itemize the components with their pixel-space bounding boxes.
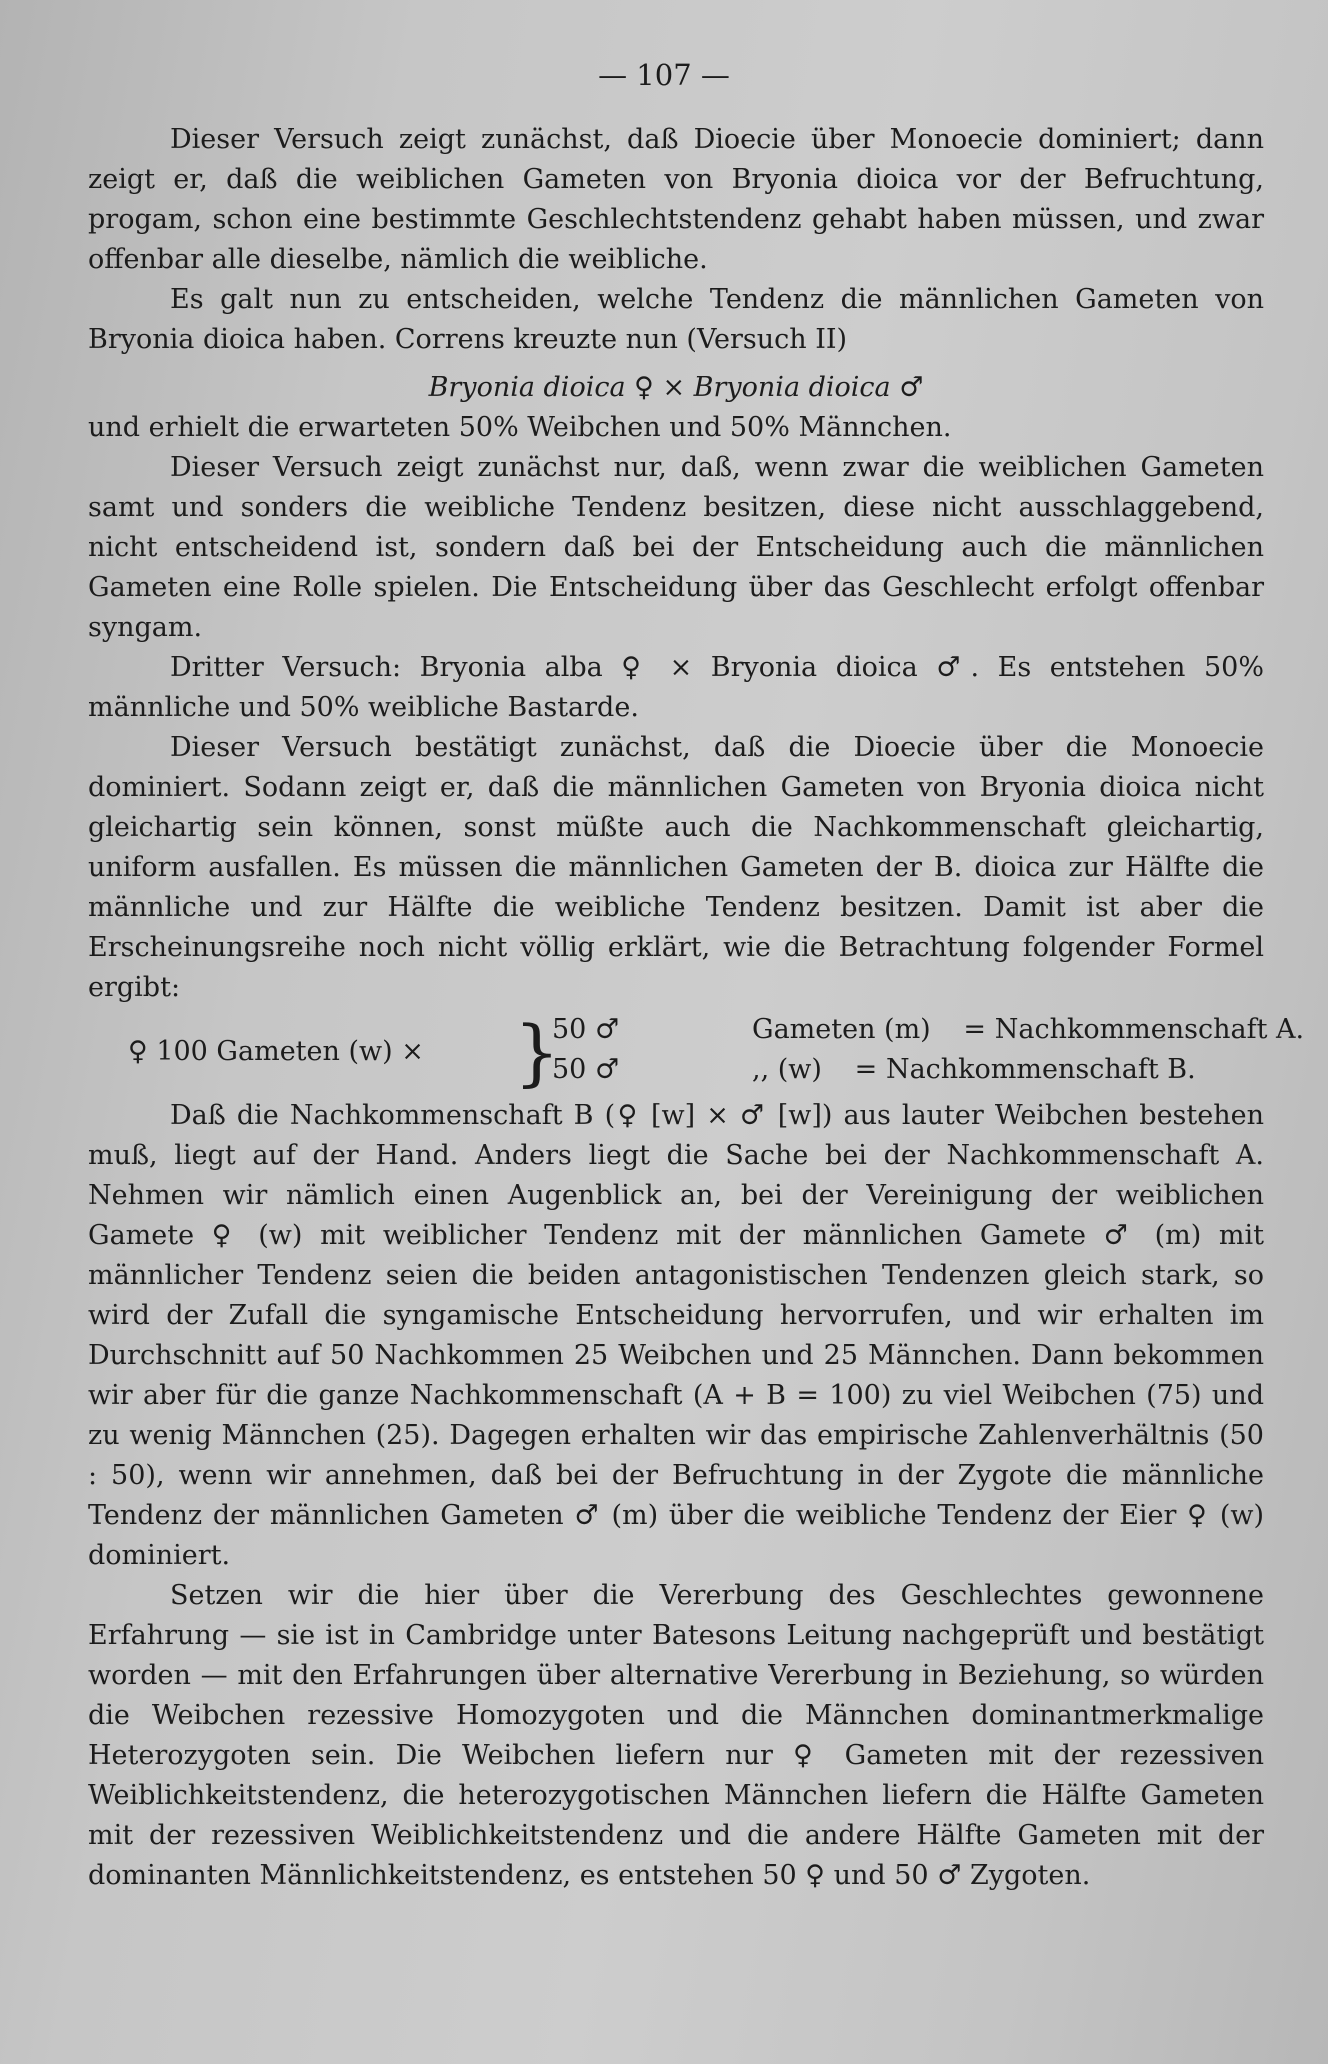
paragraph-5: Dritter Versuch: Bryonia alba ♀ × Bryonia dioica ♂. Es entstehen 50% männliche und 50% weibliche Bastarde. <box>88 652 1264 723</box>
formula-row-2-result: Nachkommenschaft B. <box>885 1054 1196 1085</box>
paragraph-1: Dieser Versuch zeigt zunächst, daß Dioecie über Monoecie dominiert; dann zeigt er, daß die weiblichen Gameten von Bryonia dioica vor der Befruchtung, progam, schon eine bestimmte Geschlechtstendenz gehabt haben müssen, und zwar offenbar alle dieselbe, nämlich die weibliche. <box>88 124 1264 275</box>
paragraph-3: und erhielt die erwarteten 50% Weibchen und 50% Männchen. <box>88 412 952 443</box>
formula-brace: } <box>514 1010 560 1094</box>
formula-left-side: ♀ 100 Gameten (w) × <box>128 1036 424 1067</box>
formula-row-1-eq: = <box>963 1014 987 1045</box>
page-number: — 107 — <box>598 58 730 92</box>
formula-row-2-label: ,, (w) <box>752 1054 822 1085</box>
formula-row-1-count: 50 ♂ <box>552 1014 620 1045</box>
gamete-formula <box>88 1010 1305 1094</box>
paragraph-2: Es galt nun zu entscheiden, welche Tendenz die männlichen Gameten von Bryonia dioica haben. Correns kreuzte nun (Versuch II) <box>88 284 1264 355</box>
formula-row-1-result: Nachkommenschaft A. <box>994 1014 1305 1045</box>
formula-row-2-eq: = <box>854 1054 878 1085</box>
paragraph-8: Setzen wir die hier über die Vererbung des Geschlechtes gewonnene Erfahrung — sie ist in Cambridge unter Batesons Leitung nachgeprüft und bestätigt worden — mit den Erfahrungen über alternative Vererbung in Beziehung, so würden die Weibchen rezessive Homozygoten und die Männchen dominantmerkmalige Heterozygoten sein. Die Weibchen liefern nur ♀ Gameten mit der rezessiven Weiblichkeitstendenz, die heterozygotischen Männchen liefern die Hälfte Gameten mit der rezessiven Weiblichkeitstendenz und die andere Hälfte Gameten mit der dominanten Männlichkeitstendenz, es entstehen 50 ♀ und 50 ♂ Zygoten. <box>88 1580 1264 1891</box>
paragraph-4: Dieser Versuch zeigt zunächst nur, daß, wenn zwar die weiblichen Gameten samt und sonders die weibliche Tendenz besitzen, diese nicht ausschlaggebend, nicht entscheidend ist, sondern daß bei der Entscheidung auch die männlichen Gameten eine Rolle spielen. Die Entscheidung über das Geschlecht erfolgt offenbar syngam. <box>88 452 1264 643</box>
formula-row-2 <box>552 1050 1196 1090</box>
cross-formula-versuch-2: Bryonia dioica ♀ × Bryonia dioica ♂ <box>428 372 924 403</box>
paragraph-6: Dieser Versuch bestätigt zunächst, daß die Dioecie über die Monoecie dominiert. Sodann zeigt er, daß die männlichen Gameten von Bryonia dioica nicht gleichartig sein können, sonst müßte auch die Nachkommenschaft gleichartig, uniform ausfallen. Es müssen die männlichen Gameten der B. dioica zur Hälfte die männliche und zur Hälfte die weibliche Tendenz besitzen. Damit ist aber die Erscheinungsreihe noch nicht völlig erklärt, wie die Betrachtung folgender Formel ergibt: <box>88 732 1264 1003</box>
formula-row-2-count: 50 ♂ <box>552 1054 620 1085</box>
formula-row-1 <box>552 1010 1304 1050</box>
formula-row-1-label: Gameten (m) <box>752 1014 931 1045</box>
paragraph-7: Daß die Nachkommenschaft B (♀ [w] × ♂ [w]) aus lauter Weibchen bestehen muß, liegt auf der Hand. Anders liegt die Sache bei der Nachkommenschaft A. Nehmen wir nämlich einen Augenblick an, bei der Vereinigung der weiblichen Gamete ♀ (w) mit weiblicher Tendenz mit der männlichen Gamete ♂ (m) mit männlicher Tendenz seien die beiden antagonistischen Tendenzen gleich stark, so wird der Zufall die syngamische Entscheidung hervorrufen, und wir erhalten im Durchschnitt auf 50 Nachkommen 25 Weibchen und 25 Männchen. Dann bekommen wir aber für die ganze Nachkommenschaft (A + B = 100) zu viel Weibchen (75) und zu wenig Männchen (25). Dagegen erhalten wir das empirische Zahlenverhältnis (50 : 50), wenn wir annehmen, daß bei der Befruchtung in der Zygote die männliche Tendenz der männlichen Gameten ♂ (m) über die weibliche Tendenz der Eier ♀ (w) dominiert. <box>88 1100 1264 1571</box>
